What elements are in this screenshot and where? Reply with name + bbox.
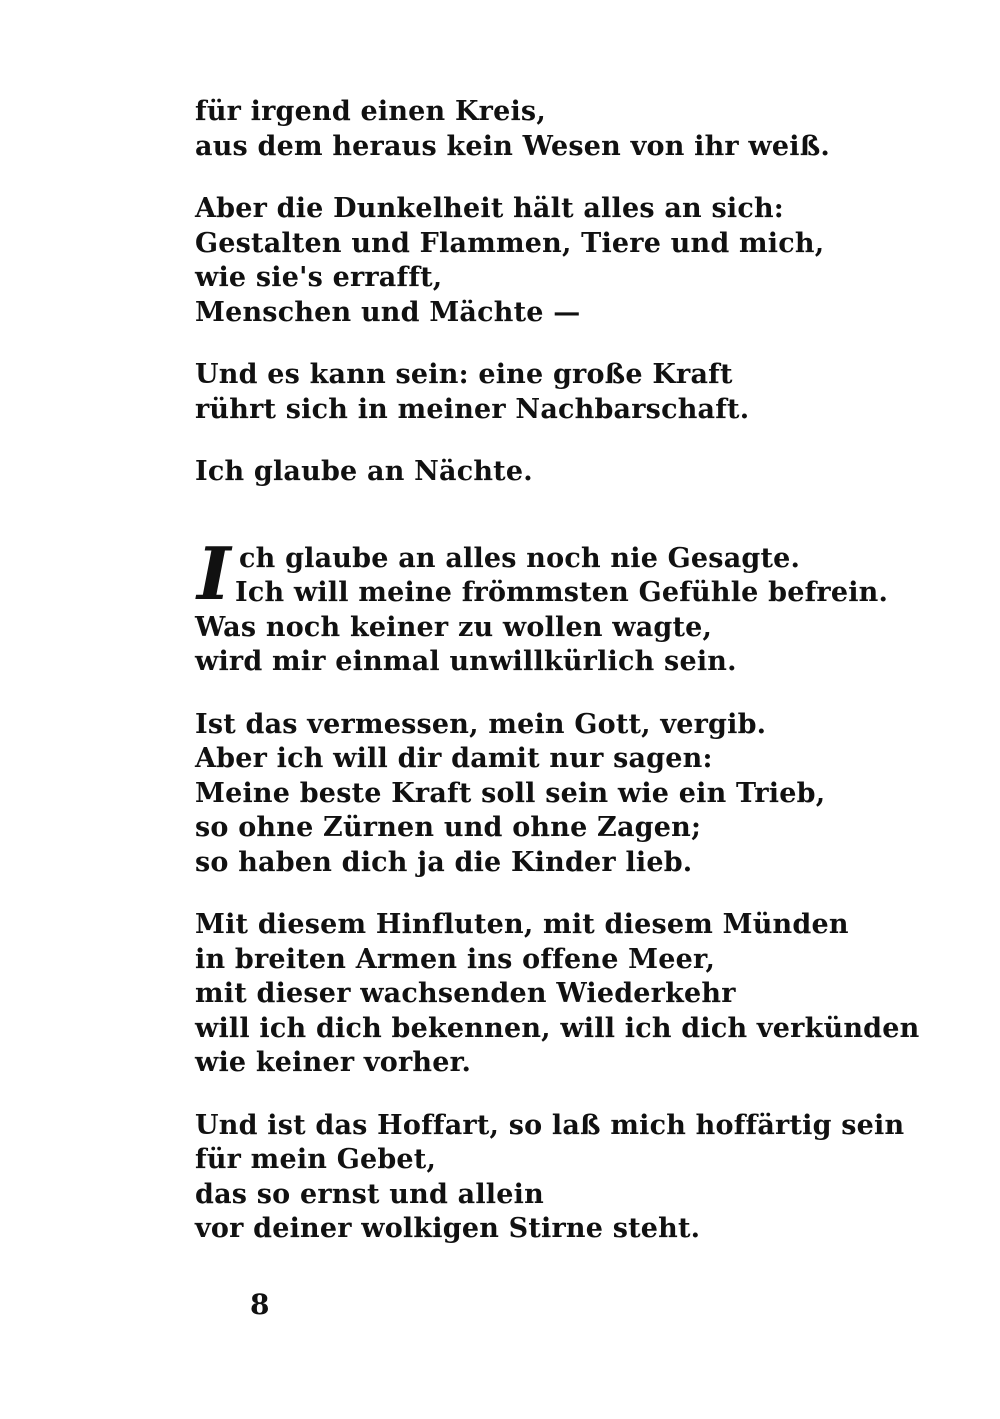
page-number: 8 [250,1288,270,1321]
verse-line: so haben dich ja die Kinder lieb. [195,846,693,878]
stanza [195,530,889,680]
verse-line: Meine beste Kraft soll sein wie ein Trieb, [195,777,826,809]
verse-line: so ohne Zürnen und ohne Zagen; [195,812,702,843]
verse-line: wird mir einmal unwillkürlich sein. [195,646,737,677]
verse-line: Gestalten und Flammen, Tiere und mich, [195,227,825,259]
verse-line: aus dem heraus kein Wesen von ihr weiß. [195,130,831,162]
verse-line: Ist das vermessen, mein Gott, vergib. [195,708,767,740]
stanza [195,455,835,490]
verse-line: will ich dich bekennen, will ich dich verkünden [195,1012,920,1044]
poem-text [195,95,920,1247]
verse-line: mit dieser wachsenden Wiederkehr [195,978,736,1009]
verse-line: das so ernst und allein [195,1178,544,1210]
verse-line: Ich glaube an Nächte. [195,456,533,487]
verse-line: Ich will meine frömmsten Gefühle befrein. [235,577,889,608]
verse-line: wie keiner vorher. [195,1047,472,1078]
stanza [195,95,835,164]
verse-line: Was noch keiner zu wollen wagte, [195,611,713,643]
verse-line: in breiten Armen ins offene Meer, [195,943,716,975]
verse-line: Menschen und Mächte — [195,296,581,328]
verse-line: Und ist das Hoffart, so laß mich hoffärtig sein [195,1109,905,1141]
verse-line: rührt sich in meiner Nachbarschaft. [195,393,750,425]
stanza [195,908,920,1081]
verse-line: für mein Gebet, [195,1144,437,1175]
stanza [195,358,835,427]
verse-line: wie sie's errafft, [195,262,443,293]
stanza [195,192,835,330]
verse-line-text: ch glaube an alles noch nie Gesagte. [239,542,801,574]
stanza [195,1109,905,1247]
drop-cap: I [197,530,231,616]
verse-line: Aber ich will dir damit nur sagen: [195,743,713,774]
verse-line: für irgend einen Kreis, [195,96,546,127]
stanza [195,708,835,881]
verse-line: vor deiner wolkigen Stirne steht. [195,1213,701,1244]
verse-line: Mit diesem Hinfluten, mit diesem Münden [195,909,849,940]
verse-line: Aber die Dunkelheit hält alles an sich: [195,193,784,224]
verse-line: Und es kann sein: eine große Kraft [195,359,733,390]
